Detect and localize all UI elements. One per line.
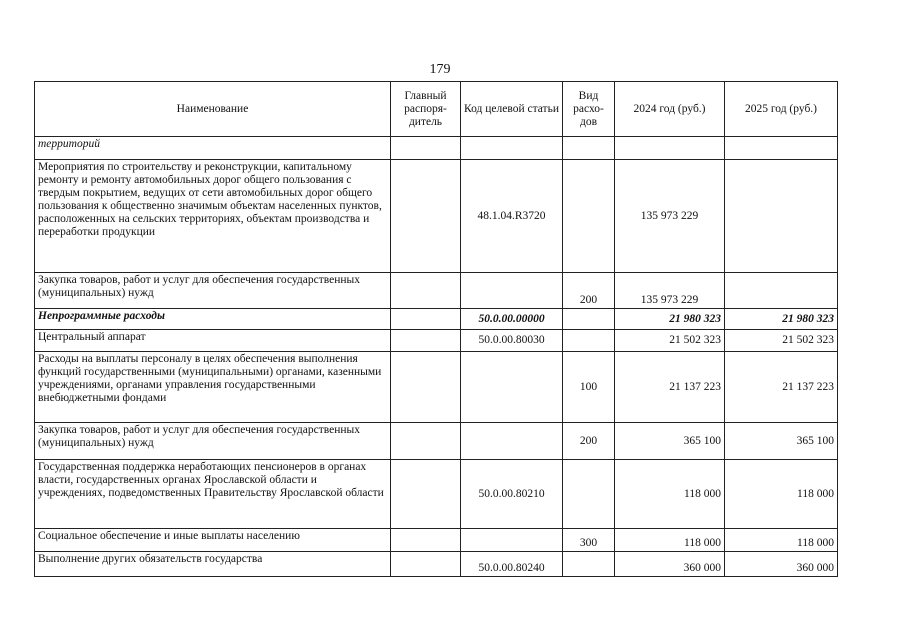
cell-2025: 21 502 323	[725, 330, 838, 352]
table-row	[35, 330, 838, 352]
cell-manager	[391, 529, 461, 552]
cell-type	[563, 460, 615, 529]
header-name: Наименование	[35, 82, 391, 137]
cell-type: 300	[563, 529, 615, 552]
table-row	[35, 137, 838, 160]
cell-type	[563, 137, 615, 160]
budget-table	[34, 81, 838, 577]
table-row	[35, 460, 838, 529]
cell-2025	[725, 160, 838, 273]
cell-type	[563, 309, 615, 330]
cell-2024: 135 973 229	[615, 160, 725, 273]
cell-2025: 21 980 323	[725, 309, 838, 330]
cell-code: 48.1.04.R3720	[461, 160, 563, 273]
cell-code: 50.0.00.80030	[461, 330, 563, 352]
cell-manager	[391, 137, 461, 160]
header-expense-type: Вид расхо-дов	[563, 82, 615, 137]
cell-name: Государственная поддержка неработающих пенсионеров в органах власти, государственных органах Ярославской области и учреждениях, подведомственных Правительству Ярославской области	[35, 460, 391, 529]
cell-manager	[391, 460, 461, 529]
cell-manager	[391, 273, 461, 309]
cell-name: Мероприятия по строительству и реконструкции, капитальному ремонту и ремонту автомобильных дорог общего пользования с твердым покрытием, ведущих от сети автомобильных дорог общего пользования к общественно значимым объектам населенных пунктов, расположенных на сельских территориях, объектам производства и переработки продукции	[35, 160, 391, 273]
cell-name: Закупка товаров, работ и услуг для обеспечения государственных (муниципальных) нужд	[35, 423, 391, 460]
cell-2025	[725, 137, 838, 160]
cell-2024: 365 100	[615, 423, 725, 460]
cell-2024: 118 000	[615, 460, 725, 529]
cell-2024: 360 000	[615, 552, 725, 577]
header-2025: 2025 год (руб.)	[725, 82, 838, 137]
cell-2025: 360 000	[725, 552, 838, 577]
cell-2025	[725, 273, 838, 309]
cell-code: 50.0.00.80210	[461, 460, 563, 529]
cell-name: Выполнение других обязательств государства	[35, 552, 391, 577]
cell-2025: 365 100	[725, 423, 838, 460]
cell-type: 100	[563, 352, 615, 423]
header-2024: 2024 год (руб.)	[615, 82, 725, 137]
cell-2025: 21 137 223	[725, 352, 838, 423]
cell-code	[461, 352, 563, 423]
header-manager: Главный распоря-дитель	[391, 82, 461, 137]
cell-code: 50.0.00.80240	[461, 552, 563, 577]
page-number: 179	[429, 62, 451, 77]
cell-manager	[391, 352, 461, 423]
cell-2024: 118 000	[615, 529, 725, 552]
cell-name: Социальное обеспечение и иные выплаты населению	[35, 529, 391, 552]
table-row	[35, 552, 838, 577]
table-row	[35, 273, 838, 309]
cell-name: Непрограммные расходы	[35, 309, 391, 330]
header-code: Код целевой статьи	[461, 82, 563, 137]
cell-name: Центральный аппарат	[35, 330, 391, 352]
cell-manager	[391, 552, 461, 577]
table-row	[35, 529, 838, 552]
table-row	[35, 160, 838, 273]
cell-name: территорий	[35, 137, 391, 160]
cell-2024: 21 980 323	[615, 309, 725, 330]
table-row	[35, 423, 838, 460]
cell-code	[461, 273, 563, 309]
cell-2024	[615, 137, 725, 160]
cell-2024: 21 137 223	[615, 352, 725, 423]
table-row	[35, 352, 838, 423]
cell-code	[461, 529, 563, 552]
cell-type	[563, 160, 615, 273]
cell-2024: 135 973 229	[615, 273, 725, 309]
cell-type	[563, 330, 615, 352]
cell-manager	[391, 330, 461, 352]
table-row	[35, 309, 838, 330]
cell-type: 200	[563, 423, 615, 460]
cell-manager	[391, 423, 461, 460]
cell-2025: 118 000	[725, 529, 838, 552]
cell-manager	[391, 309, 461, 330]
cell-code: 50.0.00.00000	[461, 309, 563, 330]
cell-type: 200	[563, 273, 615, 309]
cell-name: Расходы на выплаты персоналу в целях обеспечения выполнения функций государственными (муниципальными) органами, казенными учреждениями, органами управления государственными внебюджетными фондами	[35, 352, 391, 423]
cell-type	[563, 552, 615, 577]
cell-code	[461, 137, 563, 160]
cell-manager	[391, 160, 461, 273]
cell-name: Закупка товаров, работ и услуг для обеспечения государственных (муниципальных) нужд	[35, 273, 391, 309]
cell-2024: 21 502 323	[615, 330, 725, 352]
table-header-row	[35, 82, 838, 137]
cell-code	[461, 423, 563, 460]
cell-2025: 118 000	[725, 460, 838, 529]
